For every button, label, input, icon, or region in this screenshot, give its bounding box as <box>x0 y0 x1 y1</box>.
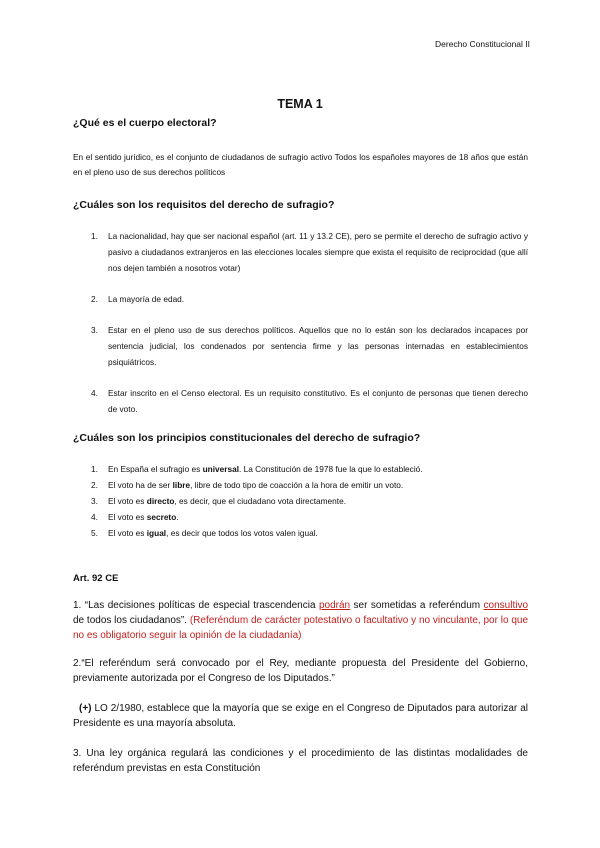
question-cuerpo-electoral: ¿Qué es el cuerpo electoral? <box>73 117 217 129</box>
list-item: 2. La mayoría de edad. <box>91 294 185 304</box>
principios-list <box>73 461 528 541</box>
list-item: 4. El voto es secreto. <box>91 512 179 522</box>
article-paragraph-note: (+) LO 2/1980, establece que la mayoría que se exige en el Congreso de Diputados para autorizar al Presidente es una mayoría absoluta. <box>73 703 528 729</box>
answer-cuerpo-electoral: En el sentido jurídico, es el conjunto de ciudadanos de sufragio activo Todos los españoles mayores de 18 años que están en el pleno uso de sus derechos políticos <box>73 152 528 177</box>
list-item: 4. Estar inscrito en el Censo electoral. Es un requisito constitutivo. Es el conjunto de personas que tienen derecho de voto. <box>91 388 528 414</box>
list-item: 3. Estar en el pleno uso de sus derechos políticos. Aquellos que no lo están son los declarados incapaces por sentencia judicial, los condenados por sentencia firme y las personas internadas en establecimientos psiquiátricos. <box>91 325 528 367</box>
requisitos-list <box>73 228 528 432</box>
list-item: 3. El voto es directo, es decir, que el ciudadano vota directamente. <box>91 496 346 506</box>
list-item: 2. El voto ha de ser libre, libre de todo tipo de coacción a la hora de emitir un voto. <box>91 480 404 490</box>
list-item: 1. La nacionalidad, hay que ser nacional español (art. 11 y 13.2 CE), pero se permite el derecho de sufragio activo y pasivo a ciudadanos extranjeros en las elecciones locales siempre que exista el requisito de reciprocidad (que allí nos dejen también a nosotros votar) <box>91 231 528 273</box>
article-paragraph-3: 3. Una ley orgánica regulará las condiciones y el procedimiento de las distintas modalidades de referéndum previstas en esta Constitución <box>73 748 528 774</box>
page-title: TEMA 1 <box>277 97 323 111</box>
list-item: 5. El voto es igual, es decir que todos los votos valen igual. <box>91 528 318 538</box>
running-header: Derecho Constitucional II <box>435 39 530 49</box>
article-paragraph-2: 2.“El referéndum será convocado por el Rey, mediante propuesta del Presidente del Gobierno, previamente autorizada por el Congreso de los Diputados.” <box>73 658 528 684</box>
article-paragraph-1: 1. “Las decisiones políticas de especial trascendencia podrán ser sometidas a referéndum consultivo de todos los ciudadanos”. (Referéndum de carácter potestativo o facultativo y no vinculante, por lo que no es obligatorio seguir la opinión de la ciudadanía) <box>73 600 529 641</box>
question-principios: ¿Cuáles son los principios constitucionales del derecho de sufragio? <box>73 432 421 444</box>
list-item: 1. En España el sufragio es universal. La Constitución de 1978 fue la que lo estableció. <box>91 464 423 474</box>
question-requisitos: ¿Cuáles son los requisitos del derecho de sufragio? <box>73 199 335 211</box>
article-heading: Art. 92 CE <box>73 573 119 584</box>
